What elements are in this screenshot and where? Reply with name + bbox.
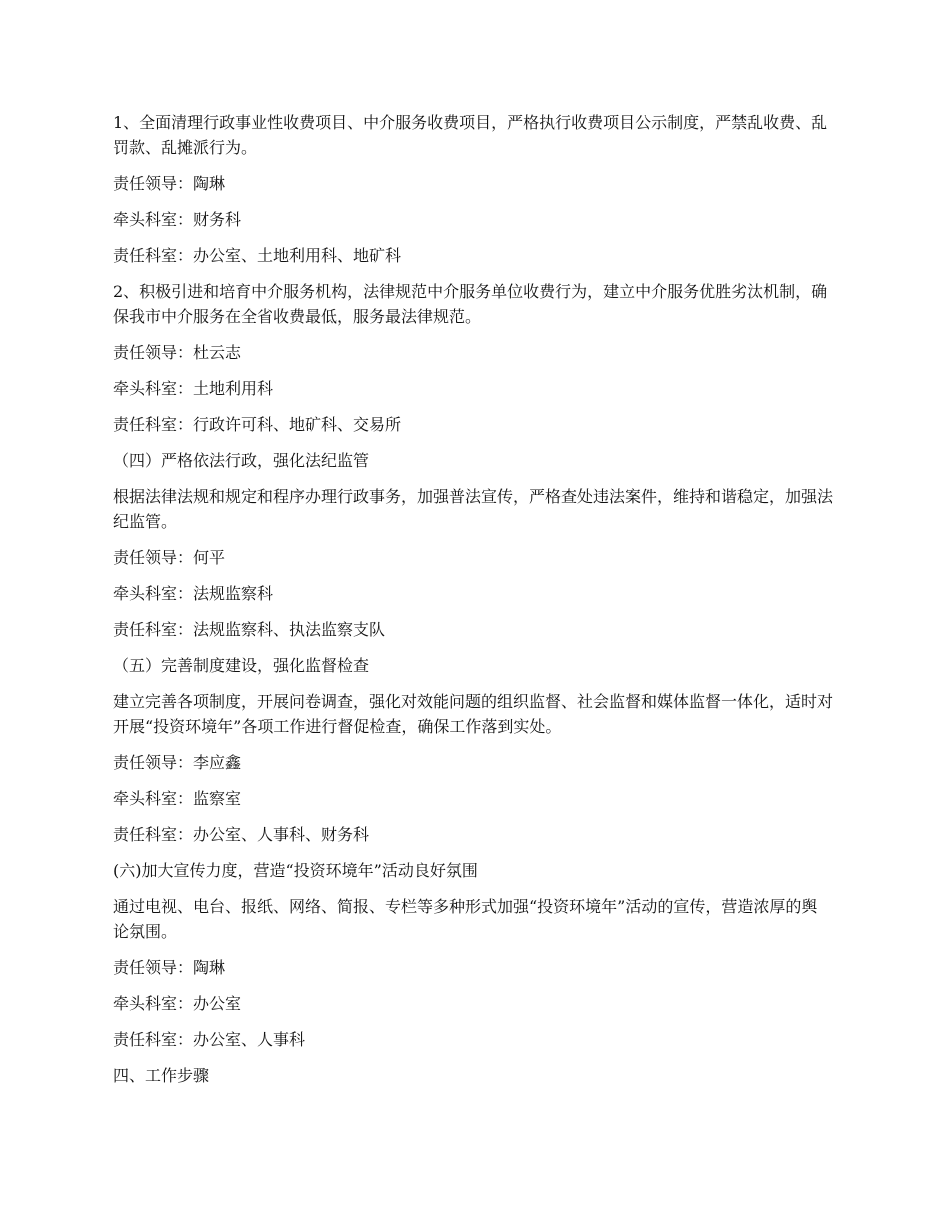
paragraph-leader: 责任领导：陶琳: [113, 174, 226, 193]
paragraph-leader: 责任领导：杜云志: [113, 343, 242, 362]
paragraph-fee-cleanup: 1、全面清理行政事业性收费项目、中介服务收费项目，严格执行收费项目公示制度，严禁乱收费、乱罚款、乱摊派行为。: [113, 113, 828, 157]
section-heading-4: （四）严格依法行政，强化法纪监管: [113, 451, 370, 470]
paragraph-lead-dept: 牵头科室：土地利用科: [113, 379, 274, 398]
section-heading-work-steps: 四、工作步骤: [113, 1066, 210, 1085]
section-heading-5: （五）完善制度建设，强化监督检查: [113, 656, 370, 675]
document-body: [113, 110, 833, 1099]
section-heading-6: (六)加大宣传力度，营造“投资环境年”活动良好氛围: [113, 861, 478, 880]
paragraph-leader: 责任领导：李应鑫: [113, 753, 242, 772]
paragraph-publicity: 通过电视、电台、报纸、网络、简报、专栏等多种形式加强“投资环境年”活动的宣传，营造浓厚的舆论氛围。: [113, 897, 818, 941]
paragraph-law-admin: 根据法律法规和规定和程序办理行政事务，加强普法宣传，严格查处违法案件，维持和谐稳定，加强法纪监管。: [113, 487, 834, 531]
paragraph-lead-dept: 牵头科室：监察室: [113, 789, 242, 808]
paragraph-system-building: 建立完善各项制度，开展问卷调查，强化对效能问题的组织监督、社会监督和媒体监督一体化，适时对开展“投资环境年”各项工作进行督促检查，确保工作落到实处。: [113, 692, 834, 736]
paragraph-leader: 责任领导：陶琳: [113, 958, 226, 977]
paragraph-resp-dept: 责任科室：法规监察科、执法监察支队: [113, 620, 386, 639]
paragraph-lead-dept: 牵头科室：法规监察科: [113, 584, 274, 603]
paragraph-leader: 责任领导：何平: [113, 548, 226, 567]
paragraph-intermediary: 2、积极引进和培育中介服务机构，法律规范中介服务单位收费行为，建立中介服务优胜劣汰机制，确保我市中介服务在全省收费最低，服务最法律规范。: [113, 282, 828, 326]
paragraph-resp-dept: 责任科室：行政许可科、地矿科、交易所: [113, 415, 402, 434]
paragraph-lead-dept: 牵头科室：财务科: [113, 210, 242, 229]
paragraph-resp-dept: 责任科室：办公室、土地利用科、地矿科: [113, 246, 402, 265]
paragraph-resp-dept: 责任科室：办公室、人事科: [113, 1030, 306, 1049]
paragraph-lead-dept: 牵头科室：办公室: [113, 994, 242, 1013]
paragraph-resp-dept: 责任科室：办公室、人事科、财务科: [113, 825, 370, 844]
